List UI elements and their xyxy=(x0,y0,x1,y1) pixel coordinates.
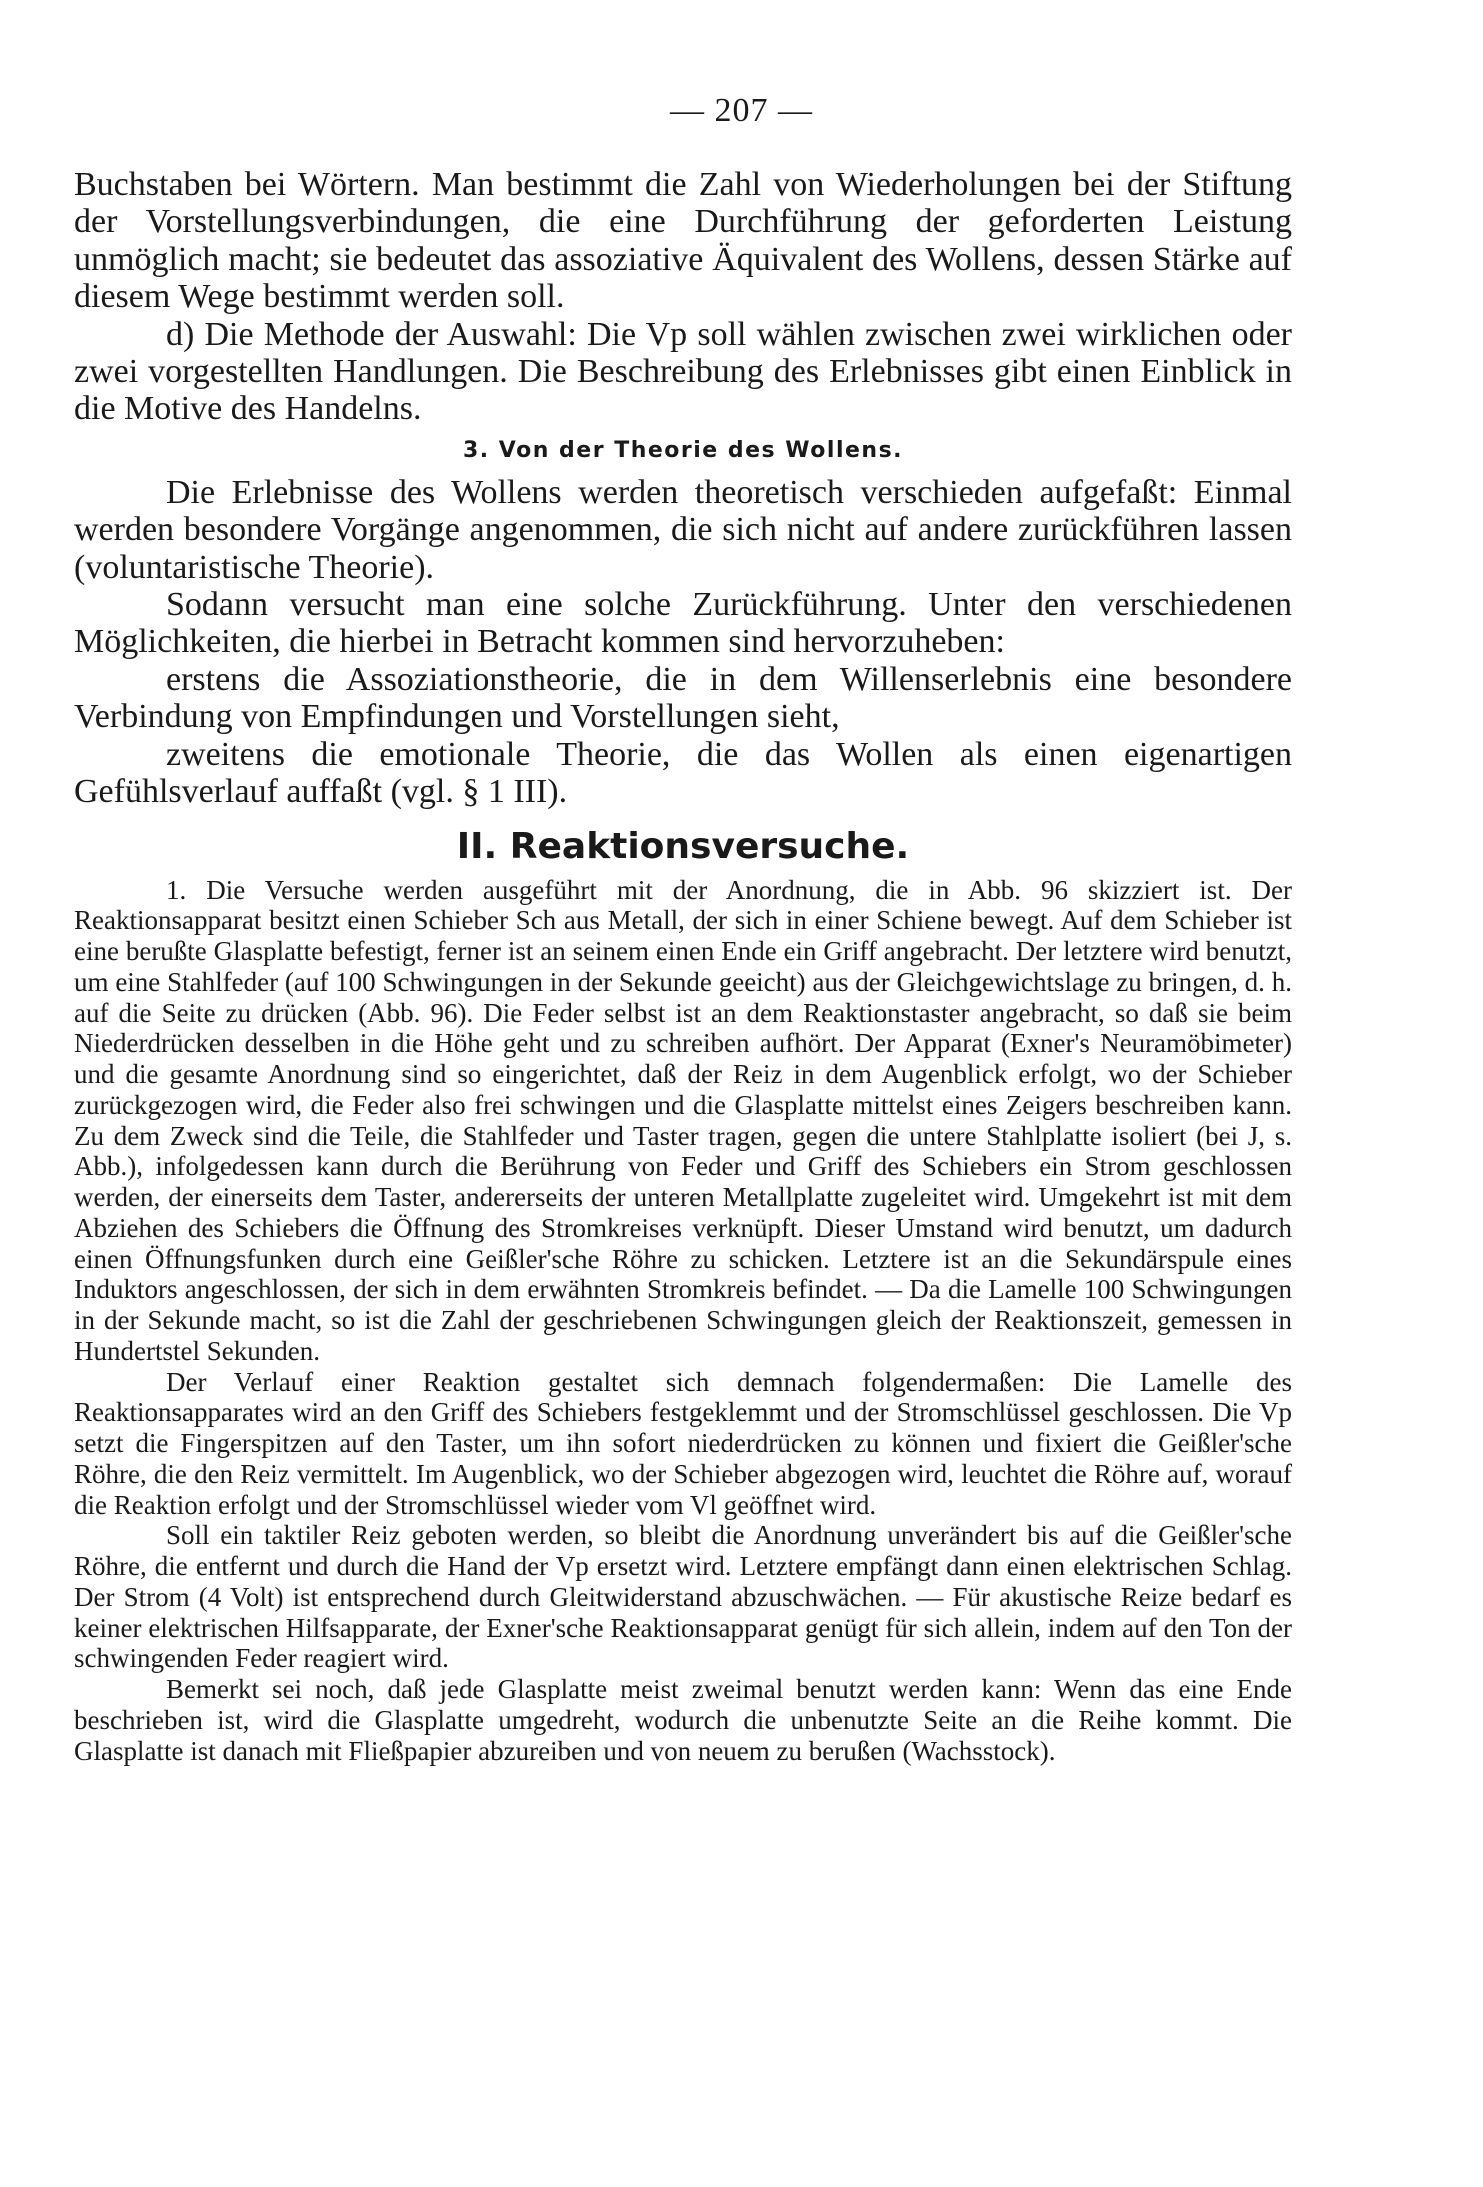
paragraph-theory-2: Sodann versucht man eine solche Zurückführung. Unter den verschiedenen Möglichkeiten, die hierbei in Betracht kommen sind hervorzuheben: xyxy=(74,586,1292,661)
paragraph-theory-3: erstens die Assoziationstheorie, die in dem Willenserlebnis eine besondere Verbindung von Empfindungen und Vorstellungen sieht, xyxy=(74,660,1292,736)
paragraph-theory-4: zweitens die emotionale Theorie, die das Wollen als einen eigenartigen Gefühlsverlauf auffaßt (vgl. § 1 III). xyxy=(74,735,1292,811)
paragraph-procedure: Der Verlauf einer Reaktion gestaltet sich demnach folgendermaßen: Die Lamelle des Reaktionsapparates wird an den Griff des Schiebers festgeklemmt und der Stromschlüssel geschlossen. Die Vp setzt die Fingerspitzen auf den Taster, um ihn sofort niederdrücken zu können und fixiert die Geißler'sche Röhre, die den Reiz vermittelt. Im Augenblick, wo der Schieber abgezogen wird, leuchtet die Röhre auf, worauf die Reaktion erfolgt und der Stromschlüssel wieder vom Vl geöffnet wird. xyxy=(74,1366,1292,1520)
section-title: II. Reaktionsversuche. xyxy=(456,825,910,867)
paragraph-apparatus: 1. Die Versuche werden ausgeführt mit der Anordnung, die in Abb. 96 skizziert ist. Der Reaktionsapparat besitzt einen Schieber Sch aus Metall, der sich in einer Schiene bewegt. Auf dem Schieber ist eine berußte Glasplatte befestigt, ferner ist an seinem einen Ende ein Griff angebracht. Der letztere wird benutzt, um eine Stahlfeder (auf 100 Schwingungen in der Sekunde geeicht) aus der Gleichgewichtslage zu bringen, d. h. auf die Seite zu drücken (Abb. 96). Die Feder selbst ist an dem Reaktionstaster angebracht, so daß sie beim Niederdrücken desselben in die Höhe geht und zu schreiben aufhört. Der Apparat (Exner's Neuramöbimeter) und die gesamte Anordnung sind so eingerichtet, daß der Reiz in dem Augenblick erfolgt, wo der Schieber zurückgezogen wird, die Feder also frei schwingen und die Glasplatte mittelst eines Zeigers beschreiben kann. Zu dem Zweck sind die Teile, die Stahlfeder und Taster tragen, gegen die untere Stahlplatte isoliert (bei J, s. Abb.), infolgedessen kann durch die Berührung von Feder und Griff des Schiebers ein Strom geschlossen werden, der einerseits dem Taster, andererseits der unteren Metallplatte zugeleitet wird. Umgekehrt ist mit dem Abziehen des Schiebers die Öffnung des Stromkreises verknüpft. Dieser Umstand wird benutzt, um dadurch einen Öffnungsfunken durch eine Geißler'sche Röhre zu schicken. Letztere ist an die Sekundärspule eines Induktors angeschlossen, der sich in dem erwähnten Stromkreis befindet. — Da die Lamelle 100 Schwingungen in der Sekunde macht, so ist die Zahl der geschriebenen Schwingungen gleich der Reaktionszeit, gemessen in Hundertstel Sekunden. xyxy=(74,874,1292,1366)
paragraph-tactile: Soll ein taktiler Reiz geboten werden, so bleibt die Anordnung unverändert bis auf die Geißler'sche Röhre, die entfernt und durch die Hand der Vp ersetzt wird. Letztere empfängt dann einen elektrischen Schlag. Der Strom (4 Volt) ist entsprechend durch Gleitwiderstand abzuschwächen. — Für akustische Reize bedarf es keiner elektrischen Hilfsapparate, der Exner'sche Reaktionsapparat genügt für sich allein, indem auf den Ton der schwingenden Feder reagiert wird. xyxy=(74,1520,1292,1674)
paragraph-method-choice: d) Die Methode der Auswahl: Die Vp soll wählen zwischen zwei wirklichen oder zwei vorgestellten Handlungen. Die Beschreibung des Erlebnisses gibt einen Einblick in die Motive des Handelns. xyxy=(74,315,1292,428)
paragraph-glassplate: Bemerkt sei noch, daß jede Glasplatte meist zweimal benutzt werden kann: Wenn das eine Ende beschrieben ist, wird die Glasplatte umgedreht, wodurch die unbenutzte Seite an die Reihe kommt. Die Glasplatte ist danach mit Fließpapier abzureiben und von neuem zu berußen (Wachsstock). xyxy=(74,1674,1292,1766)
paragraph-theory-1: Die Erlebnisse des Wollens werden theoretisch verschieden aufgefaßt: Einmal werden besondere Vorgänge angenommen, die sich nicht auf andere zurückführen lassen (voluntaristische Theorie). xyxy=(74,473,1292,586)
subsection-heading: 3. Von der Theorie des Wollens. xyxy=(462,437,904,463)
main-text xyxy=(74,166,1292,1766)
page-number: — 207 — xyxy=(670,92,813,129)
paragraph-continued: Buchstaben bei Wörtern. Man bestimmt die Zahl von Wiederholungen bei der Stiftung der Vorstellungsverbindungen, die eine Durchführung der geforderten Leistung unmöglich macht; sie bedeutet das assoziative Äquivalent des Wollens, dessen Stärke auf diesem Wege bestimmt werden soll. xyxy=(74,166,1292,316)
section-body xyxy=(74,875,1292,1767)
